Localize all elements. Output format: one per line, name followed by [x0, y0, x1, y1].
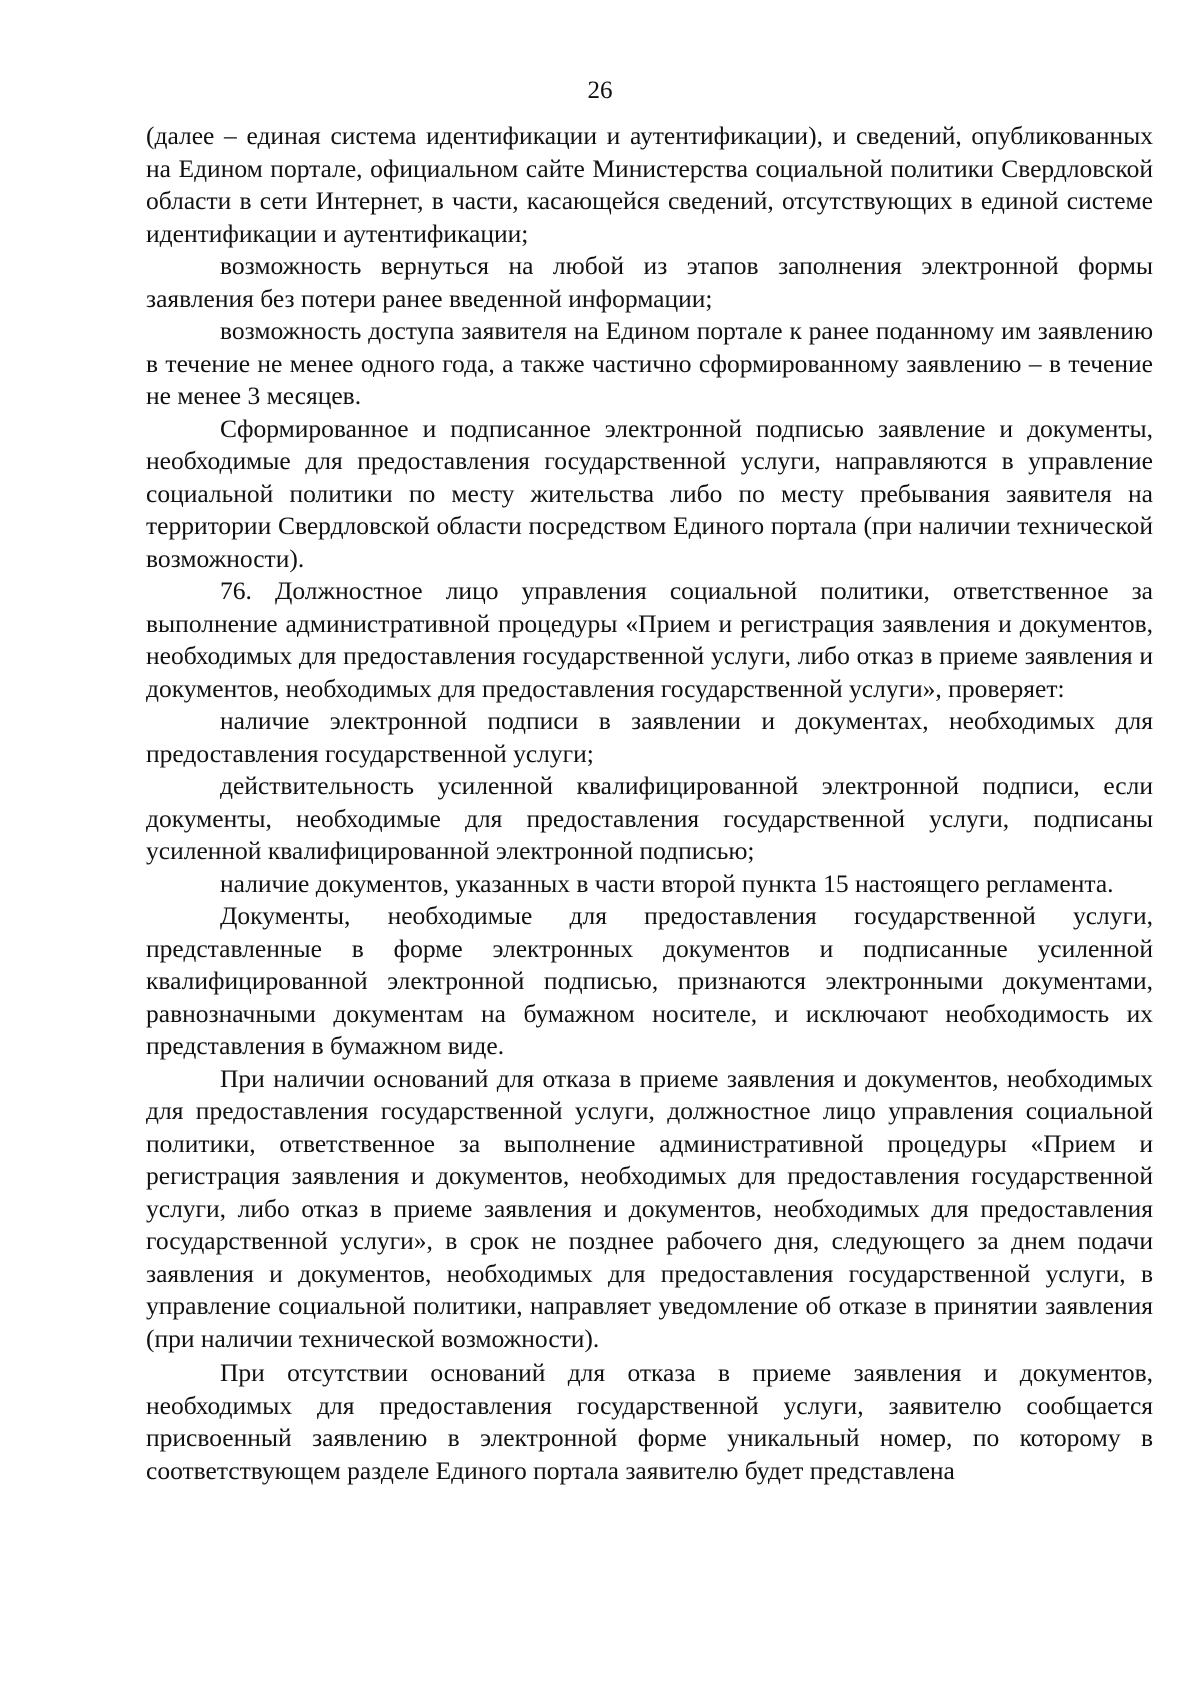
paragraph-continuation: (далее – единая система идентификации и аутентификации), и сведений, опубликованных на Едином портале, официальном сайте Министерства социальной политики Свердловской области в сети Интернет, в части, касающейся сведений, отсутствующих в единой системе идентификации и аутентификации;	[146, 121, 1153, 248]
paragraph-signature-validity: действительность усиленной квалифицированной электронной подписи, если документы, необходимые для предоставления государственной услуги, подписаны усиленной квалифицированной электронной подписью;	[146, 771, 1153, 865]
paragraph-return-to-step: возможность вернуться на любой из этапов заполнения электронной формы заявления без потери ранее введенной информации;	[146, 251, 1153, 313]
paragraph-signature-presence: наличие электронной подписи в заявлении и документах, необходимых для предоставления государственной услуги;	[146, 706, 1153, 768]
paragraph-item-76: 76. Должностное лицо управления социальной политики, ответственное за выполнение административной процедуры «Прием и регистрация заявления и документов, необходимых для предоставления государственной услуги, либо отказ в приеме заявления и документов, необходимых для предоставления государственной услуги», проверяет:	[146, 576, 1153, 703]
paragraph-no-refusal-grounds: При отсутствии оснований для отказа в приеме заявления и документов, необходимых для предоставления государственной услуги, заявителю сообщается присвоенный заявлению в электронной форме уникальный номер, по которому в соответствующем разделе Единого портала заявителю будет представлена	[146, 1358, 1153, 1485]
paragraph-refusal-grounds: При наличии оснований для отказа в приеме заявления и документов, необходимых для предоставления государственной услуги, должностное лицо управления социальной политики, ответственное за выполнение административной процедуры «Прием и регистрация заявления и документов, необходимых для предоставления государственной услуги, либо отказ в приеме заявления и документов, необходимых для предоставления государственной услуги», в срок не позднее рабочего дня, следующего за днем подачи заявления и документов, необходимых для предоставления государственной услуги, в управление социальной политики, направляет уведомление об отказе в принятии заявления (при наличии технической возможности).	[146, 1063, 1153, 1353]
paragraph-signed-application: Сформированное и подписанное электронной подписью заявление и документы, необходимые для предоставления государственной услуги, направляются в управление социальной политики по месту жительства либо по месту пребывания заявителя на территории Свердловской области посредством Единого портала (при наличии технической возможности).	[146, 413, 1153, 573]
paragraph-electronic-documents: Документы, необходимые для предоставления государственной услуги, представленные в форме электронных документов и подписанные усиленной квалифицированной электронной подписью, признаются электронными документами, равнозначными документам на бумажном носителе, и исключают необходимость их представления в бумажном виде.	[146, 901, 1153, 1060]
paragraph-documents-presence: наличие документов, указанных в части второй пункта 15 настоящего регламента.	[220, 868, 1114, 898]
paragraph-access-to-application: возможность доступа заявителя на Едином портале к ранее поданному им заявлению в течение не менее одного года, а также частично сформированному заявлению – в течение не менее 3 месяцев.	[146, 316, 1153, 410]
page-number: 26	[587, 77, 613, 104]
document-body	[146, 120, 1153, 1487]
